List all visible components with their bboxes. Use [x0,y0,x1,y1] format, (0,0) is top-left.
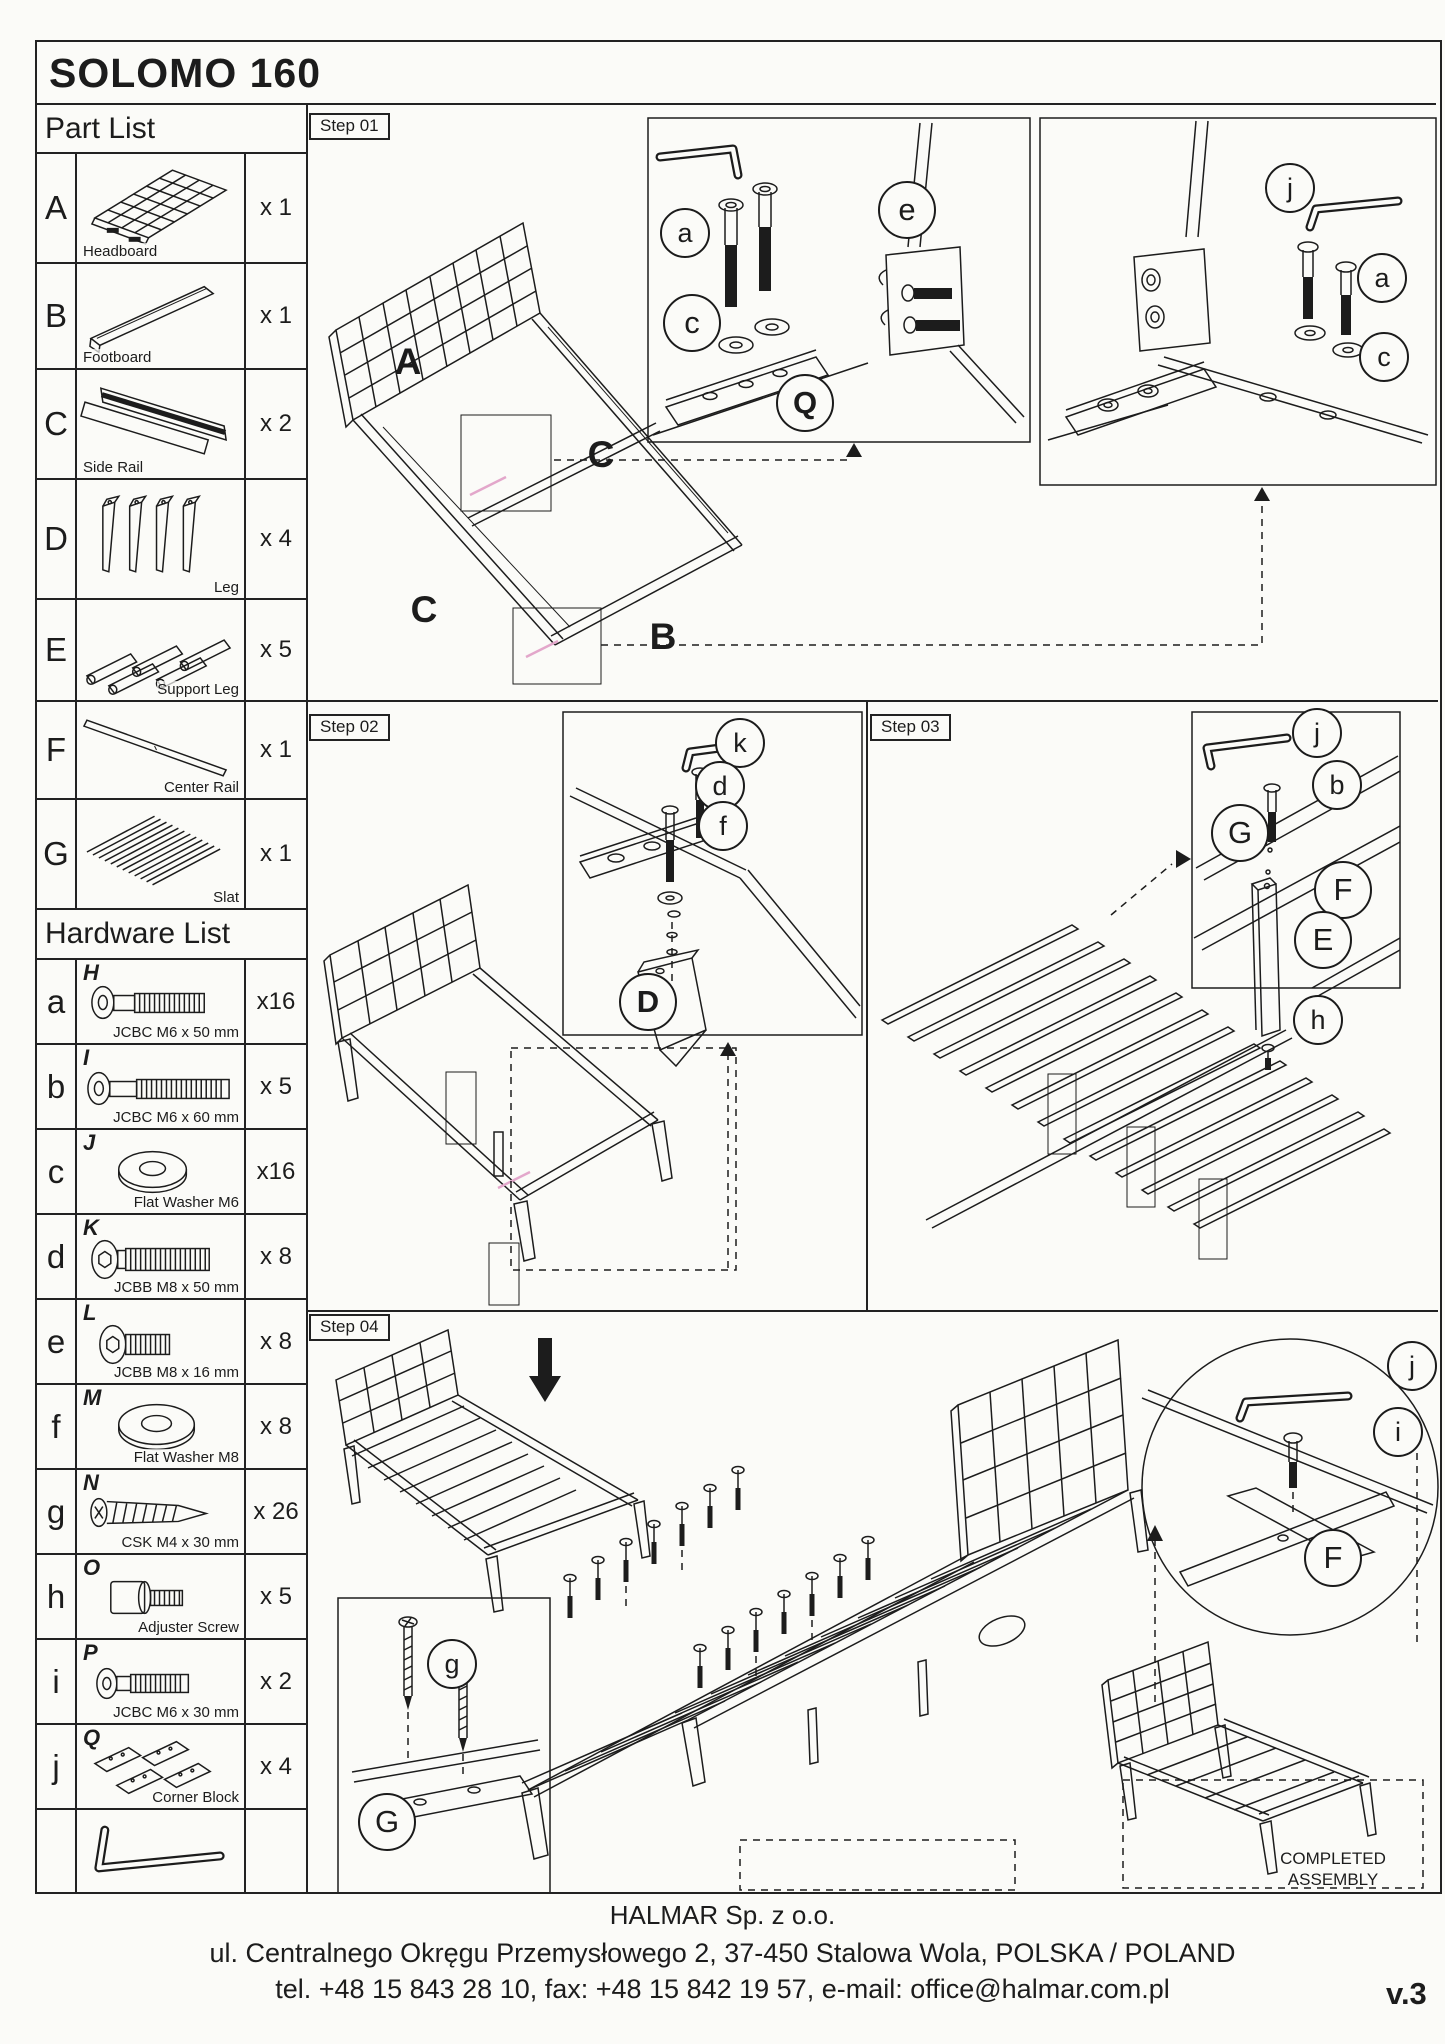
part-qty: x 1 [244,702,306,798]
part-row-slat [37,798,306,908]
hw-letter: a [37,960,77,1043]
hw-name: JCBC M6 x 60 mm [113,1109,239,1126]
hw-row-a [37,958,306,1043]
part-name: Support Leg [157,681,239,698]
completed-assembly-label: COMPLETED ASSEMBLY [1280,1849,1386,1889]
part-qty: x 1 [244,154,306,262]
part-row-headboard [37,152,306,262]
hw-qty: x 26 [244,1470,306,1553]
hw-qty: x 4 [244,1725,306,1808]
part-letter: D [37,480,77,598]
step-03-panel [866,700,1442,1310]
hw-code: O [83,1555,101,1580]
hw-row-j [37,1723,306,1808]
hw-name: JCBC M6 x 50 mm [113,1024,239,1041]
part-list-title: Part List [45,111,156,145]
hw-qty: x 8 [244,1215,306,1298]
hw-name: JCBC M6 x 30 mm [113,1704,239,1721]
hw-code: P [83,1640,98,1665]
hw-letter: c [37,1130,77,1213]
callout-a2: a [1357,253,1407,303]
hw-letter: j [37,1725,77,1808]
part-name: Center Rail [163,779,239,796]
hw-code: L [83,1300,97,1325]
part-letter: B [37,264,77,368]
callout-a: a [660,208,710,258]
part-name: Footboard [83,349,152,366]
part-letter: F [37,702,77,798]
hardware-list-title: Hardware List [45,917,231,950]
hw-letter: f [37,1385,77,1468]
hw-qty: x 5 [244,1555,306,1638]
allen-key-icon [77,1810,244,1892]
hw-name: JCBB M8 x 16 mm [113,1364,239,1381]
hw-name: JCBB M8 x 50 mm [113,1279,239,1296]
part-row-center-rail [37,700,306,798]
callout-c: c [663,294,721,352]
hw-code: M [83,1385,102,1410]
hw-letter: h [37,1555,77,1638]
footer-company: HALMAR Sp. z o.o. [609,1900,836,1930]
hw-qty-empty [244,1810,306,1892]
part-name: Side Rail [83,459,144,476]
part-qty: x 4 [244,480,306,598]
step-04-diagram [308,1310,1440,1892]
callout-e: e [878,181,936,239]
hardware-list-header-row [37,908,306,958]
part-list-header-row [37,105,306,152]
hw-name: Flat Washer M6 [133,1194,239,1211]
footer-address: ul. Centralnego Okręgu Przemysłowego 2, 37-450 Stalowa Wola, POLSKA / POLAND [209,1938,1236,1968]
part-qty: x 2 [244,370,306,478]
hw-qty: x 5 [244,1045,306,1128]
hw-letter: g [37,1470,77,1553]
step-02-label: Step 02 [309,714,390,741]
step-02-panel [308,700,866,1310]
hw-code: K [83,1215,99,1240]
hw-name: CSK M4 x 30 mm [121,1534,239,1551]
callout-j: j [1265,163,1315,213]
hw-row-d [37,1213,306,1298]
part-row-footboard [37,262,306,368]
frame-label-C1: C [587,434,615,475]
hw-code: Q [83,1725,101,1750]
part-hardware-table [37,105,308,1892]
callout-h: h [1293,995,1343,1045]
callout-i: i [1373,1407,1423,1457]
hw-qty: x 8 [244,1385,306,1468]
part-qty: x 5 [244,600,306,700]
callout-E: E [1294,911,1352,969]
hw-row-f [37,1383,306,1468]
step-04-label: Step 04 [309,1314,390,1341]
hw-letter: d [37,1215,77,1298]
callout-G: G [1211,804,1269,862]
callout-D: D [619,973,677,1031]
callout-j2: j [1387,1341,1437,1391]
part-qty: x 1 [244,264,306,368]
hw-code: I [83,1045,90,1070]
hw-row-g [37,1468,306,1553]
step-01-label: Step 01 [309,113,390,140]
callout-f: f [698,801,748,851]
hw-name: Flat Washer M8 [133,1449,239,1466]
frame-label-A: A [394,341,422,382]
hw-letter: b [37,1045,77,1128]
hw-qty: x16 [244,1130,306,1213]
step-01-panel [308,105,1440,700]
frame-label-C2: C [410,589,438,630]
hw-letter: e [37,1300,77,1383]
step-04-panel [308,1310,1440,1892]
part-letter: E [37,600,77,700]
hw-row-i [37,1638,306,1723]
part-qty: x 1 [244,800,306,908]
part-letter: C [37,370,77,478]
version-label: v.3 [1386,1976,1427,2011]
callout-Q: Q [776,374,834,432]
callout-j: j [1292,708,1342,758]
title-band [37,42,1436,105]
callout-k: k [715,718,765,768]
hw-qty: x16 [244,960,306,1043]
hw-row-e [37,1298,306,1383]
hw-code: J [83,1130,96,1155]
page-title: SOLOMO 160 [49,50,322,96]
hw-letter-empty [37,1810,77,1892]
hw-name: Adjuster Screw [138,1619,239,1636]
hw-row-c [37,1128,306,1213]
callout-g: g [427,1639,477,1689]
step-02-diagram [308,700,866,1310]
part-name: Headboard [83,243,158,260]
part-row-support-leg [37,598,306,700]
part-letter: G [37,800,77,908]
footer-contact: tel. +48 15 843 28 10, fax: +48 15 842 19 57, e-mail: office@halmar.com.pl [275,1974,1170,2004]
hw-row-h [37,1553,306,1638]
hw-row-b [37,1043,306,1128]
part-name: Slat [213,889,239,906]
hw-name: Corner Block [152,1789,239,1806]
callout-G2: G [358,1793,416,1851]
hw-code: N [83,1470,99,1495]
part-letter: A [37,154,77,262]
hw-row-allen-key [37,1808,306,1892]
part-row-leg [37,478,306,598]
hw-code: H [83,960,99,985]
callout-F2: F [1304,1529,1362,1587]
callout-F: F [1314,861,1372,919]
callout-b: b [1312,760,1362,810]
frame-label-B: B [649,616,677,657]
part-name: Leg [213,579,239,596]
callout-c2: c [1359,332,1409,382]
part-row-side-rail [37,368,306,478]
callout-d: d [695,761,745,811]
step-03-label: Step 03 [870,714,951,741]
hw-qty: x 8 [244,1300,306,1383]
hw-letter: i [37,1640,77,1723]
hw-qty: x 2 [244,1640,306,1723]
